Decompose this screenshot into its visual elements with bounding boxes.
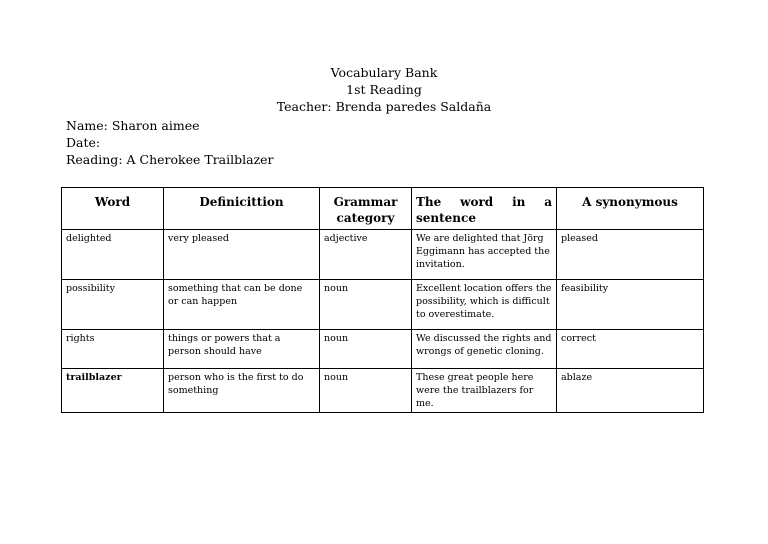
cell-sentence: These great people here were the trailblazers for me.: [412, 369, 557, 413]
table-row: [62, 280, 704, 330]
cell-definition: things or powers that a person should have: [164, 330, 320, 369]
table-row: [62, 330, 704, 369]
column-header-grammar-category: Grammar category: [320, 188, 412, 230]
cell-sentence: Excellent location offers the possibility, which is difficult to overestimate.: [412, 280, 557, 330]
cell-word: rights: [62, 330, 164, 369]
cell-synonym: ablaze: [557, 369, 704, 413]
cell-category: noun: [320, 280, 412, 330]
reading-title: Reading: A Cherokee Trailblazer: [66, 152, 274, 167]
cell-definition: something that can be done or can happen: [164, 280, 320, 330]
table-row: [62, 369, 704, 413]
reading-number: 1st Reading: [346, 82, 422, 97]
column-header-sentence: The word in a sentence: [412, 188, 557, 230]
cell-word: delighted: [62, 230, 164, 280]
document-title: Vocabulary Bank: [330, 65, 438, 80]
table-row: [62, 230, 704, 280]
document-header: [0, 64, 768, 115]
column-header-synonym: A synonymous: [557, 188, 704, 230]
cell-sentence: We are delighted that Jörg Eggimann has accepted the invitation.: [412, 230, 557, 280]
cell-synonym: feasibility: [557, 280, 704, 330]
cell-category: noun: [320, 369, 412, 413]
cell-synonym: correct: [557, 330, 704, 369]
student-name: Name: Sharon aimee: [66, 118, 200, 133]
cell-category: noun: [320, 330, 412, 369]
student-info: [66, 117, 274, 168]
date-line: Date:: [66, 135, 101, 150]
cell-sentence: We discussed the rights and wrongs of genetic cloning.: [412, 330, 557, 369]
table-header-row: [62, 188, 704, 230]
cell-word: trailblazer: [62, 369, 164, 413]
vocabulary-table: [61, 187, 704, 413]
cell-definition: person who is the first to do something: [164, 369, 320, 413]
cell-word: possibility: [62, 280, 164, 330]
column-header-definition: Definicittion: [164, 188, 320, 230]
teacher-line: Teacher: Brenda paredes Saldaña: [276, 99, 492, 114]
cell-category: adjective: [320, 230, 412, 280]
column-header-word: Word: [62, 188, 164, 230]
cell-definition: very pleased: [164, 230, 320, 280]
cell-synonym: pleased: [557, 230, 704, 280]
